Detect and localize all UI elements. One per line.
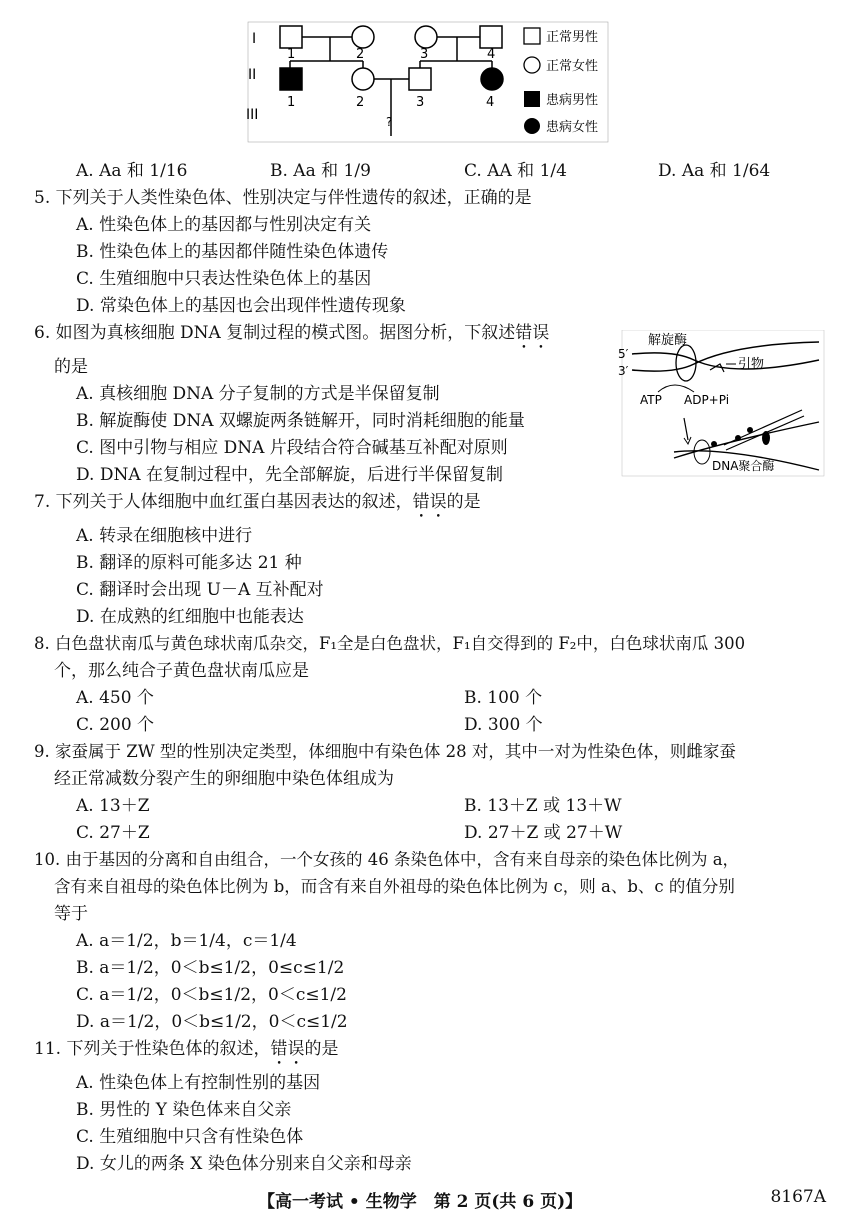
I3-num: 3 [420,47,429,62]
q9-option-c: C. 27＋Z [76,823,150,843]
I4-num: 4 [487,47,496,62]
q9-option-a: A. 13＋Z [76,796,150,816]
gen-label-2: II [248,67,257,83]
q5-option-d: D. 常染色体上的基因也会出现伴性遗传现象 [76,296,406,316]
dna-replication-figure [614,330,826,478]
label-dna-polymerase: DNA聚合酶 [712,459,775,473]
q9-option-b: B. 13＋Z 或 13＋W [464,796,622,816]
q6-stem-cont: 的是 [54,357,88,377]
legend-normal-female: 正常女性 [546,59,599,74]
q7-option-a: A. 转录在细胞核中进行 [76,526,253,546]
II4-affected-female [481,68,503,90]
q8-option-c: C. 200 个 [76,715,155,735]
q9-stem-2: 经正常减数分裂产生的卵细胞中染色体组成为 [54,769,394,789]
q9-option-d: D. 27＋Z 或 27＋W [464,823,623,843]
q7-stem-end: 的是 [446,492,481,512]
II1-affected-male [280,68,302,90]
q6-stem [34,322,549,353]
gen-label-3: III [246,107,259,123]
label-3prime: 3′ [618,364,629,378]
q6-option-b: B. 解旋酶使 DNA 双螺旋两条链解开，同时消耗细胞的能量 [76,411,525,431]
q7-option-b: B. 翻译的原料可能多达 21 种 [76,553,302,573]
q10-option-a: A. a＝1/2，b＝1/4，c＝1/4 [76,931,297,951]
q9-stem-1: 9. 家蚕属于 ZW 型的性别决定类型，体细胞中有染色体 28 对，其中一对为性染色体，则雌家蚕 [34,742,736,761]
II1-num: 1 [287,95,296,110]
q7-option-d: D. 在成熟的红细胞中也能表达 [76,607,304,627]
label-5prime: 5′ [618,347,629,361]
q10-option-d: D. a＝1/2，0＜b≤1/2，0＜c≤1/2 [76,1012,348,1032]
q8-option-a: A. 450 个 [76,688,154,708]
q10-stem-2: 含有来自祖母的染色体比例为 b，而含有来自外祖母的染色体比例为 c，则 a、b、c 的值分别 [54,877,735,896]
q6-stem-text: 6. 如图为真核细胞 DNA 复制过程的模式图。据图分析，下叙述 [34,323,516,343]
q11-stem [34,1038,338,1069]
q11-option-c: C. 生殖细胞中只含有性染色体 [76,1127,304,1147]
q4-option-c: C. AA 和 1/4 [464,161,567,181]
I2-female [352,26,374,48]
q7-option-c: C. 翻译时会出现 U－A 互补配对 [76,580,324,600]
label-helicase: 解旋酶 [648,333,688,348]
q6-option-c: C. 图中引物与相应 DNA 片段结合符合碱基互补配对原则 [76,438,508,458]
I1-male [280,26,302,48]
q11-emphasis: 错误 [270,1039,305,1059]
q8-option-b: B. 100 个 [464,688,543,708]
II2-female [352,68,374,90]
q6-option-a: A. 真核细胞 DNA 分子复制的方式是半保留复制 [76,384,440,404]
label-atp: ATP [640,393,662,407]
II3-num: 3 [416,95,425,110]
III-question-mark: ? [386,115,393,129]
legend-normal-male: 正常男性 [546,30,599,45]
q7-stem [34,491,481,522]
q8-stem-2: 个，那么纯合子黄色盘状南瓜应是 [54,661,309,681]
q10-stem-3: 等于 [54,904,88,924]
q4-option-d: D. Aa 和 1/64 [658,161,771,181]
II4-num: 4 [486,95,495,110]
q11-stem-end: 的是 [304,1039,339,1059]
q11-option-b: B. 男性的 Y 染色体来自父亲 [76,1100,292,1120]
pedigree-chart [240,14,620,144]
I4-male [480,26,502,48]
q5-stem: 5. 下列关于人类性染色体、性别决定与伴性遗传的叙述，正确的是 [34,188,532,208]
I1-num: 1 [287,47,296,62]
legend-affected-female: 患病女性 [546,120,599,135]
q11-option-d: D. 女儿的两条 X 染色体分别来自父亲和母亲 [76,1154,412,1174]
q10-option-c: C. a＝1/2，0＜b≤1/2，0＜c≤1/2 [76,985,347,1005]
label-primer: 引物 [738,357,765,372]
q5-option-a: A. 性染色体上的基因都与性别决定有关 [76,215,372,235]
footer-title: 【高一考试 • 生物学 第 2 页(共 6 页)】 [258,1192,583,1212]
q10-option-b: B. a＝1/2，0＜b≤1/2，0≤c≤1/2 [76,958,345,978]
q7-stem-text: 7. 下列关于人体细胞中血红蛋白基因表达的叙述， [34,492,413,512]
q7-emphasis: 错误 [412,492,447,512]
q4-option-b: B. Aa 和 1/9 [270,161,371,181]
II3-male [409,68,431,90]
q11-option-a: A. 性染色体上有控制性别的基因 [76,1073,321,1093]
q4-option-a: A. Aa 和 1/16 [76,161,188,181]
footer-code: 8167A [770,1187,826,1207]
q8-stem-1: 8. 白色盘状南瓜与黄色球状南瓜杂交，F₁全是白色盘状，F₁自交得到的 F₂中，白色球状南瓜 300 [34,634,746,653]
q10-stem-1: 10. 由于基因的分离和自由组合，一个女孩的 46 条染色体中，含有来自母亲的染色体比例为 a， [34,850,740,869]
q5-option-c: C. 生殖细胞中只表达性染色体上的基因 [76,269,372,289]
I3-female [415,26,437,48]
II2-num: 2 [356,95,365,110]
I2-num: 2 [356,47,365,62]
legend-affected-male: 患病男性 [546,93,599,108]
q11-stem-text: 11. 下列关于性染色体的叙述， [34,1039,271,1059]
q8-option-d: D. 300 个 [464,715,543,735]
q5-option-b: B. 性染色体上的基因都伴随性染色体遗传 [76,242,389,262]
q6-emphasis: 错误 [515,323,550,343]
label-adp: ADP+Pi [684,393,730,407]
gen-label-1: I [252,31,257,47]
q6-option-d: D. DNA 在复制过程中，先全部解旋，后进行半保留复制 [76,465,504,485]
